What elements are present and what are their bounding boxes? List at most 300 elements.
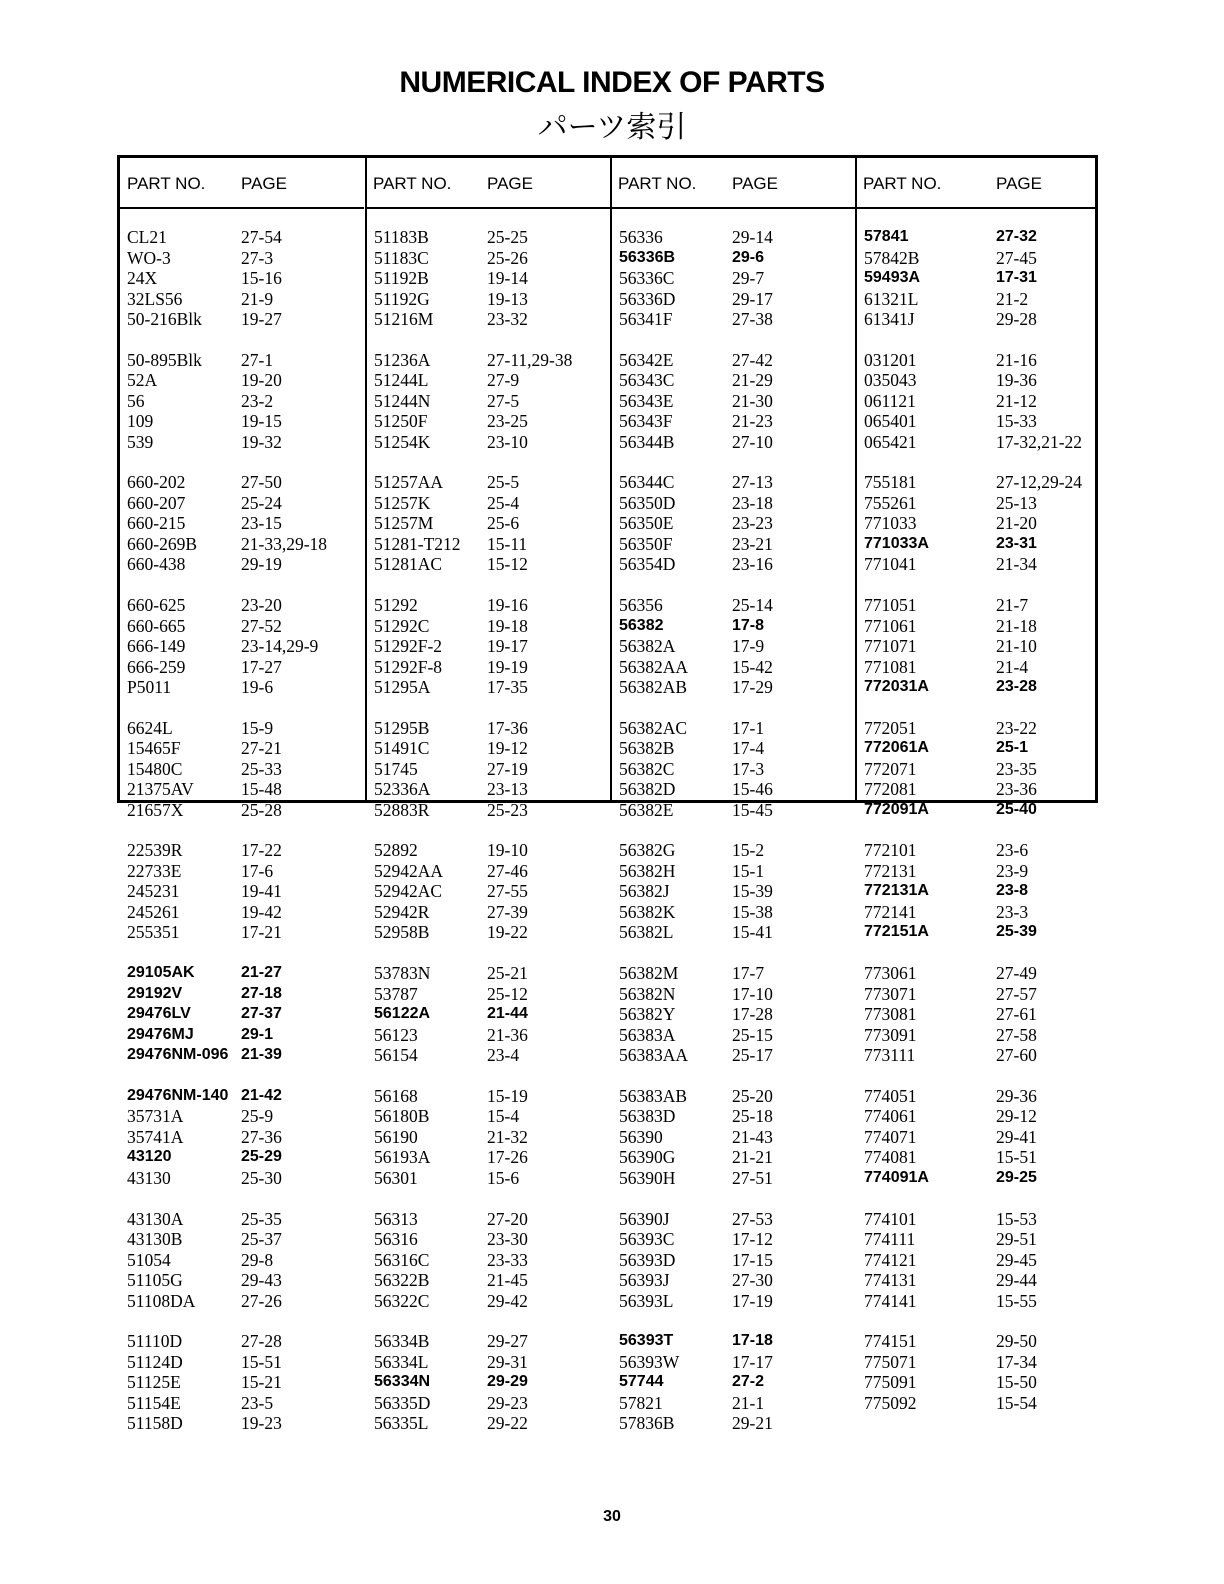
page-reference: 25-12 bbox=[487, 983, 528, 1004]
page-reference: 27-12,29-24 bbox=[996, 472, 1083, 493]
page-reference: 27-54 bbox=[241, 227, 282, 247]
page-reference: 17-31 bbox=[996, 269, 1037, 286]
part-number: 772071 bbox=[864, 758, 917, 779]
index-row bbox=[857, 513, 1097, 534]
page-reference: 27-32 bbox=[996, 228, 1037, 245]
part-number: 61341J bbox=[864, 309, 915, 329]
part-number: 660-207 bbox=[127, 492, 186, 513]
index-row bbox=[612, 1168, 856, 1189]
page-reference: 21-20 bbox=[996, 513, 1037, 534]
index-row bbox=[857, 718, 1097, 739]
page-reference: 29-7 bbox=[732, 268, 765, 288]
page-reference: 17-19 bbox=[732, 1290, 773, 1311]
part-number: 56383D bbox=[619, 1106, 676, 1127]
page-reference: 15-39 bbox=[732, 881, 773, 902]
index-group bbox=[367, 840, 611, 943]
part-number: 660-438 bbox=[127, 554, 186, 575]
index-row bbox=[367, 350, 611, 371]
index-rows bbox=[120, 227, 364, 1454]
index-row bbox=[120, 432, 364, 453]
index-row bbox=[120, 1086, 364, 1107]
index-row bbox=[120, 1250, 364, 1271]
page-reference: 17-36 bbox=[487, 717, 528, 738]
index-row bbox=[367, 1004, 611, 1025]
part-number: 772141 bbox=[864, 901, 917, 922]
page-reference: 21-36 bbox=[487, 1024, 528, 1045]
part-number: 755261 bbox=[864, 492, 917, 513]
page-reference: 27-3 bbox=[241, 247, 274, 268]
index-group bbox=[120, 472, 364, 575]
index-row bbox=[367, 1045, 611, 1066]
page-reference: 29-14 bbox=[732, 227, 773, 247]
page-reference: 23-9 bbox=[996, 860, 1029, 881]
index-row bbox=[120, 718, 364, 739]
part-number: 21375AV bbox=[127, 779, 194, 800]
index-row bbox=[367, 1352, 611, 1373]
page-reference: 21-2 bbox=[996, 288, 1029, 309]
index-row bbox=[367, 738, 611, 759]
index-row bbox=[120, 554, 364, 575]
part-number: 56322C bbox=[374, 1290, 430, 1311]
part-number: 774091A bbox=[864, 1168, 929, 1186]
part-number: 56390J bbox=[619, 1208, 670, 1229]
page-reference: 29-36 bbox=[996, 1085, 1037, 1106]
index-row bbox=[612, 472, 856, 493]
index-group bbox=[367, 472, 611, 575]
page-reference: 25-37 bbox=[241, 1229, 282, 1249]
page-reference: 27-42 bbox=[732, 349, 773, 370]
part-number: 50-895Blk bbox=[127, 349, 202, 370]
part-number: 15480C bbox=[127, 758, 183, 779]
index-row bbox=[857, 472, 1097, 493]
page-reference: 21-16 bbox=[996, 349, 1037, 370]
page-reference: 15-2 bbox=[732, 840, 765, 861]
part-number: 775092 bbox=[864, 1392, 917, 1413]
page-reference: 29-50 bbox=[996, 1331, 1037, 1352]
page-reference: 27-61 bbox=[996, 1004, 1037, 1025]
index-row bbox=[120, 1004, 364, 1025]
part-number: 065401 bbox=[864, 411, 917, 432]
page-reference: 15-6 bbox=[487, 1167, 520, 1188]
part-number: 52942R bbox=[374, 901, 430, 922]
part-number: 56382 bbox=[619, 616, 664, 634]
part-number: 22733E bbox=[127, 860, 182, 881]
part-no-header: PART NO. bbox=[373, 174, 452, 193]
page-reference: 21-32 bbox=[487, 1126, 528, 1147]
index-row bbox=[120, 1127, 364, 1148]
index-row bbox=[857, 1147, 1097, 1168]
index-row bbox=[612, 1393, 856, 1414]
page-reference: 17-34 bbox=[996, 1351, 1037, 1372]
index-row bbox=[857, 248, 1097, 269]
index-row bbox=[120, 779, 364, 800]
page-reference: 15-12 bbox=[487, 554, 528, 575]
index-group bbox=[857, 472, 1097, 575]
page-reference: 21-30 bbox=[732, 390, 773, 411]
part-number: 771033 bbox=[864, 513, 917, 534]
index-row bbox=[612, 268, 856, 289]
index-row bbox=[612, 432, 856, 453]
part-number: 51254K bbox=[374, 431, 431, 452]
page-reference: 27-20 bbox=[487, 1208, 528, 1229]
index-row bbox=[612, 1291, 856, 1312]
index-row bbox=[120, 1106, 364, 1127]
page-reference: 17-27 bbox=[241, 656, 282, 677]
index-row bbox=[857, 759, 1097, 780]
part-number: 29192V bbox=[127, 984, 183, 1002]
index-group bbox=[612, 718, 856, 821]
index-row bbox=[120, 800, 364, 821]
index-row bbox=[367, 1413, 611, 1434]
index-row bbox=[857, 1168, 1097, 1189]
part-number: 774101 bbox=[864, 1208, 917, 1229]
index-row bbox=[857, 289, 1097, 310]
page-reference: 21-44 bbox=[487, 1005, 528, 1023]
part-number: 56382A bbox=[619, 636, 676, 657]
part-number: 51154E bbox=[127, 1392, 181, 1413]
index-row bbox=[612, 1127, 856, 1148]
page-reference: 21-27 bbox=[241, 964, 282, 982]
index-row bbox=[367, 411, 611, 432]
index-row bbox=[612, 800, 856, 821]
index-row bbox=[857, 554, 1097, 575]
page-reference: 15-1 bbox=[732, 860, 765, 881]
part-number: 774061 bbox=[864, 1106, 917, 1127]
index-group bbox=[120, 1086, 364, 1189]
page-reference: 15-33 bbox=[996, 411, 1037, 432]
index-row bbox=[120, 1270, 364, 1291]
page-reference: 17-4 bbox=[732, 738, 765, 759]
index-row bbox=[367, 370, 611, 391]
part-number: 51124D bbox=[127, 1351, 183, 1372]
index-row bbox=[612, 391, 856, 412]
page-reference: 25-1 bbox=[996, 739, 1029, 757]
part-number: CL21 bbox=[127, 227, 167, 247]
page-reference: 25-17 bbox=[732, 1045, 773, 1066]
index-group bbox=[367, 1331, 611, 1434]
index-group bbox=[367, 1209, 611, 1312]
part-number: 56350E bbox=[619, 513, 674, 534]
page-reference: 17-7 bbox=[732, 963, 765, 984]
part-number: 773061 bbox=[864, 963, 917, 984]
index-row bbox=[612, 616, 856, 637]
page-reference: 25-26 bbox=[487, 247, 528, 268]
part-number: 24X bbox=[127, 268, 158, 288]
part-number: 56336B bbox=[619, 248, 676, 266]
page-reference: 15-46 bbox=[732, 779, 773, 800]
index-row bbox=[857, 1250, 1097, 1271]
index-row bbox=[857, 1209, 1097, 1230]
page-reference: 27-39 bbox=[487, 901, 528, 922]
page-reference: 29-23 bbox=[487, 1392, 528, 1413]
part-number: 56350D bbox=[619, 492, 676, 513]
index-row bbox=[857, 1106, 1097, 1127]
page-reference: 25-15 bbox=[732, 1024, 773, 1045]
page-reference: 21-10 bbox=[996, 636, 1037, 657]
index-row bbox=[367, 1025, 611, 1046]
part-number: 56382AC bbox=[619, 717, 688, 738]
page-reference: 27-52 bbox=[241, 615, 282, 636]
part-number: 56336D bbox=[619, 288, 676, 309]
index-row bbox=[857, 1270, 1097, 1291]
page-reference: 27-13 bbox=[732, 472, 773, 493]
part-number: 772081 bbox=[864, 779, 917, 800]
page-reference: 17-8 bbox=[732, 616, 765, 634]
page-reference: 21-42 bbox=[241, 1086, 282, 1104]
part-number: 660-269B bbox=[127, 533, 197, 554]
part-number: 22539R bbox=[127, 840, 183, 861]
page-reference: 19-32 bbox=[241, 431, 282, 452]
part-number: 56344C bbox=[619, 472, 675, 493]
part-number: 660-665 bbox=[127, 615, 186, 636]
index-row bbox=[120, 227, 364, 248]
index-group bbox=[120, 227, 364, 330]
index-row bbox=[120, 1045, 364, 1066]
part-number: 773081 bbox=[864, 1004, 917, 1025]
part-number: 43130B bbox=[127, 1229, 183, 1249]
page-reference: 21-23 bbox=[732, 411, 773, 432]
index-row bbox=[612, 309, 856, 330]
part-number: 539 bbox=[127, 431, 154, 452]
page-reference: 25-18 bbox=[732, 1106, 773, 1127]
part-number: 56334N bbox=[374, 1373, 431, 1391]
part-number: 773111 bbox=[864, 1045, 916, 1066]
index-row bbox=[612, 984, 856, 1005]
index-row bbox=[857, 800, 1097, 821]
page-reference: 23-33 bbox=[487, 1249, 528, 1270]
page-reference: 15-51 bbox=[241, 1351, 282, 1372]
part-number: 56356 bbox=[619, 595, 663, 616]
index-row bbox=[612, 902, 856, 923]
index-row bbox=[857, 677, 1097, 698]
part-number: 29105AK bbox=[127, 964, 195, 982]
index-row bbox=[857, 1025, 1097, 1046]
page-reference: 21-1 bbox=[732, 1392, 765, 1413]
part-number: 56382H bbox=[619, 860, 676, 881]
index-row bbox=[120, 1209, 364, 1230]
index-group bbox=[612, 1331, 856, 1434]
part-number: 56154 bbox=[374, 1045, 418, 1066]
index-group bbox=[612, 350, 856, 453]
index-row bbox=[367, 1127, 611, 1148]
page-reference: 17-18 bbox=[732, 1332, 773, 1350]
part-number: 51244L bbox=[374, 370, 429, 391]
index-row bbox=[120, 493, 364, 514]
page-reference: 17-32,21-22 bbox=[996, 431, 1083, 452]
index-row bbox=[857, 1352, 1097, 1373]
index-row bbox=[367, 1168, 611, 1189]
page-reference: 21-4 bbox=[996, 656, 1029, 677]
part-number: 61321L bbox=[864, 288, 919, 309]
index-row bbox=[367, 657, 611, 678]
part-number: 51108DA bbox=[127, 1290, 196, 1311]
part-number: 775091 bbox=[864, 1372, 917, 1393]
part-number: 772061A bbox=[864, 739, 929, 757]
page-reference: 21-7 bbox=[996, 595, 1029, 616]
page-reference: 27-36 bbox=[241, 1126, 282, 1147]
page-reference: 21-39 bbox=[241, 1046, 282, 1064]
index-group bbox=[120, 595, 364, 698]
page-reference: 21-45 bbox=[487, 1270, 528, 1290]
part-number: 51192B bbox=[374, 268, 429, 288]
page-reference: 25-39 bbox=[996, 923, 1037, 941]
part-number: 51295A bbox=[374, 677, 431, 698]
part-number: 061121 bbox=[864, 390, 916, 411]
page-reference: 17-29 bbox=[732, 677, 773, 698]
index-group bbox=[612, 595, 856, 698]
part-number: 51281AC bbox=[374, 554, 443, 575]
index-group bbox=[367, 718, 611, 821]
index-row bbox=[120, 963, 364, 984]
part-number: 32LS56 bbox=[127, 288, 183, 309]
part-number: 51257K bbox=[374, 492, 431, 513]
page-reference: 23-4 bbox=[487, 1045, 520, 1066]
index-group bbox=[120, 840, 364, 943]
page-reference: 15-41 bbox=[732, 922, 773, 943]
index-row bbox=[367, 922, 611, 943]
page-reference: 19-27 bbox=[241, 309, 282, 329]
index-row bbox=[367, 227, 611, 248]
part-number: 56335L bbox=[374, 1413, 429, 1434]
index-row bbox=[857, 595, 1097, 616]
page-reference: 23-8 bbox=[996, 882, 1029, 900]
index-row bbox=[857, 1393, 1097, 1414]
part-number: 56190 bbox=[374, 1126, 418, 1147]
page-reference: 25-23 bbox=[487, 799, 528, 820]
index-row bbox=[857, 268, 1097, 289]
column-header bbox=[857, 158, 1097, 209]
page-reference: 29-29 bbox=[487, 1373, 528, 1391]
part-number: 52942AA bbox=[374, 860, 444, 881]
page-reference: 27-2 bbox=[732, 1373, 765, 1391]
page-reference: 27-9 bbox=[487, 370, 520, 391]
index-row bbox=[612, 248, 856, 269]
page-reference: 27-57 bbox=[996, 983, 1037, 1004]
part-number: 51183C bbox=[374, 247, 429, 268]
page-reference: 15-54 bbox=[996, 1392, 1037, 1413]
page-reference: 17-15 bbox=[732, 1249, 773, 1270]
part-number: 255351 bbox=[127, 922, 180, 943]
part-number: 660-625 bbox=[127, 595, 186, 616]
index-row bbox=[120, 840, 364, 861]
page-reference: 27-11,29-38 bbox=[487, 349, 573, 370]
index-row bbox=[857, 1229, 1097, 1250]
index-row bbox=[367, 1393, 611, 1414]
page-reference: 17-10 bbox=[732, 983, 773, 1004]
part-number: 56382C bbox=[619, 758, 675, 779]
index-row bbox=[367, 1229, 611, 1250]
part-number: 065421 bbox=[864, 431, 917, 452]
part-number: 56341F bbox=[619, 309, 673, 329]
page-reference: 25-30 bbox=[241, 1167, 282, 1188]
index-row bbox=[612, 513, 856, 534]
page-reference: 25-33 bbox=[241, 758, 282, 779]
index-row bbox=[367, 595, 611, 616]
page-reference: 29-12 bbox=[996, 1106, 1037, 1127]
page-reference: 17-28 bbox=[732, 1004, 773, 1025]
part-number: 771071 bbox=[864, 636, 917, 657]
index-row bbox=[367, 636, 611, 657]
index-group bbox=[612, 963, 856, 1066]
index-row bbox=[857, 1331, 1097, 1352]
page-reference: 27-26 bbox=[241, 1290, 282, 1311]
index-row bbox=[120, 677, 364, 698]
index-group bbox=[120, 350, 364, 453]
page-reference: 25-28 bbox=[241, 799, 282, 820]
index-row bbox=[857, 227, 1097, 248]
part-number: 29476NM-140 bbox=[127, 1086, 229, 1104]
page-reference: 23-31 bbox=[996, 534, 1037, 552]
page-reference: 29-27 bbox=[487, 1331, 528, 1352]
page-reference: 25-35 bbox=[241, 1208, 282, 1229]
index-row bbox=[612, 1250, 856, 1271]
index-row bbox=[120, 248, 364, 269]
index-row bbox=[857, 902, 1097, 923]
index-group bbox=[612, 227, 856, 330]
index-row bbox=[367, 1086, 611, 1107]
index-row bbox=[612, 1045, 856, 1066]
part-number: 774081 bbox=[864, 1147, 917, 1168]
index-column bbox=[120, 158, 364, 1434]
index-row bbox=[367, 1372, 611, 1393]
part-no-header: PART NO. bbox=[127, 174, 206, 193]
part-number: 56335D bbox=[374, 1392, 431, 1413]
index-rows bbox=[612, 227, 856, 1454]
page-reference: 23-20 bbox=[241, 595, 282, 616]
part-number: 57836B bbox=[619, 1413, 675, 1434]
part-number: 035043 bbox=[864, 370, 917, 391]
index-row bbox=[857, 1372, 1097, 1393]
index-row bbox=[120, 1393, 364, 1414]
part-number: 56390G bbox=[619, 1147, 676, 1168]
index-row bbox=[857, 922, 1097, 943]
index-row bbox=[367, 1270, 611, 1291]
part-number: 755181 bbox=[864, 472, 917, 493]
index-row bbox=[612, 1004, 856, 1025]
index-group bbox=[857, 350, 1097, 453]
page-reference: 27-5 bbox=[487, 390, 520, 411]
index-row bbox=[120, 759, 364, 780]
part-number: 52958B bbox=[374, 922, 430, 943]
index-row bbox=[120, 738, 364, 759]
index-row bbox=[367, 534, 611, 555]
page-reference: 27-53 bbox=[732, 1208, 773, 1229]
index-row bbox=[612, 922, 856, 943]
index-row bbox=[612, 657, 856, 678]
index-group bbox=[612, 472, 856, 575]
index-row bbox=[120, 309, 364, 330]
index-row bbox=[367, 902, 611, 923]
index-row bbox=[367, 554, 611, 575]
page-reference: 29-19 bbox=[241, 554, 282, 575]
part-number: 52336A bbox=[374, 779, 431, 800]
index-row bbox=[612, 759, 856, 780]
page-reference: 21-33,29-18 bbox=[241, 533, 328, 554]
page-reference: 29-42 bbox=[487, 1290, 528, 1311]
page-reference: 27-55 bbox=[487, 881, 528, 902]
index-row bbox=[367, 984, 611, 1005]
index-row bbox=[367, 1291, 611, 1312]
page-reference: 19-10 bbox=[487, 840, 528, 861]
index-row bbox=[612, 370, 856, 391]
index-row bbox=[120, 1229, 364, 1250]
index-rows bbox=[367, 227, 611, 1454]
part-number: 56343C bbox=[619, 370, 675, 391]
index-row bbox=[120, 861, 364, 882]
index-row bbox=[367, 800, 611, 821]
part-number: 56382M bbox=[619, 963, 679, 984]
part-number: 56382Y bbox=[619, 1004, 676, 1025]
